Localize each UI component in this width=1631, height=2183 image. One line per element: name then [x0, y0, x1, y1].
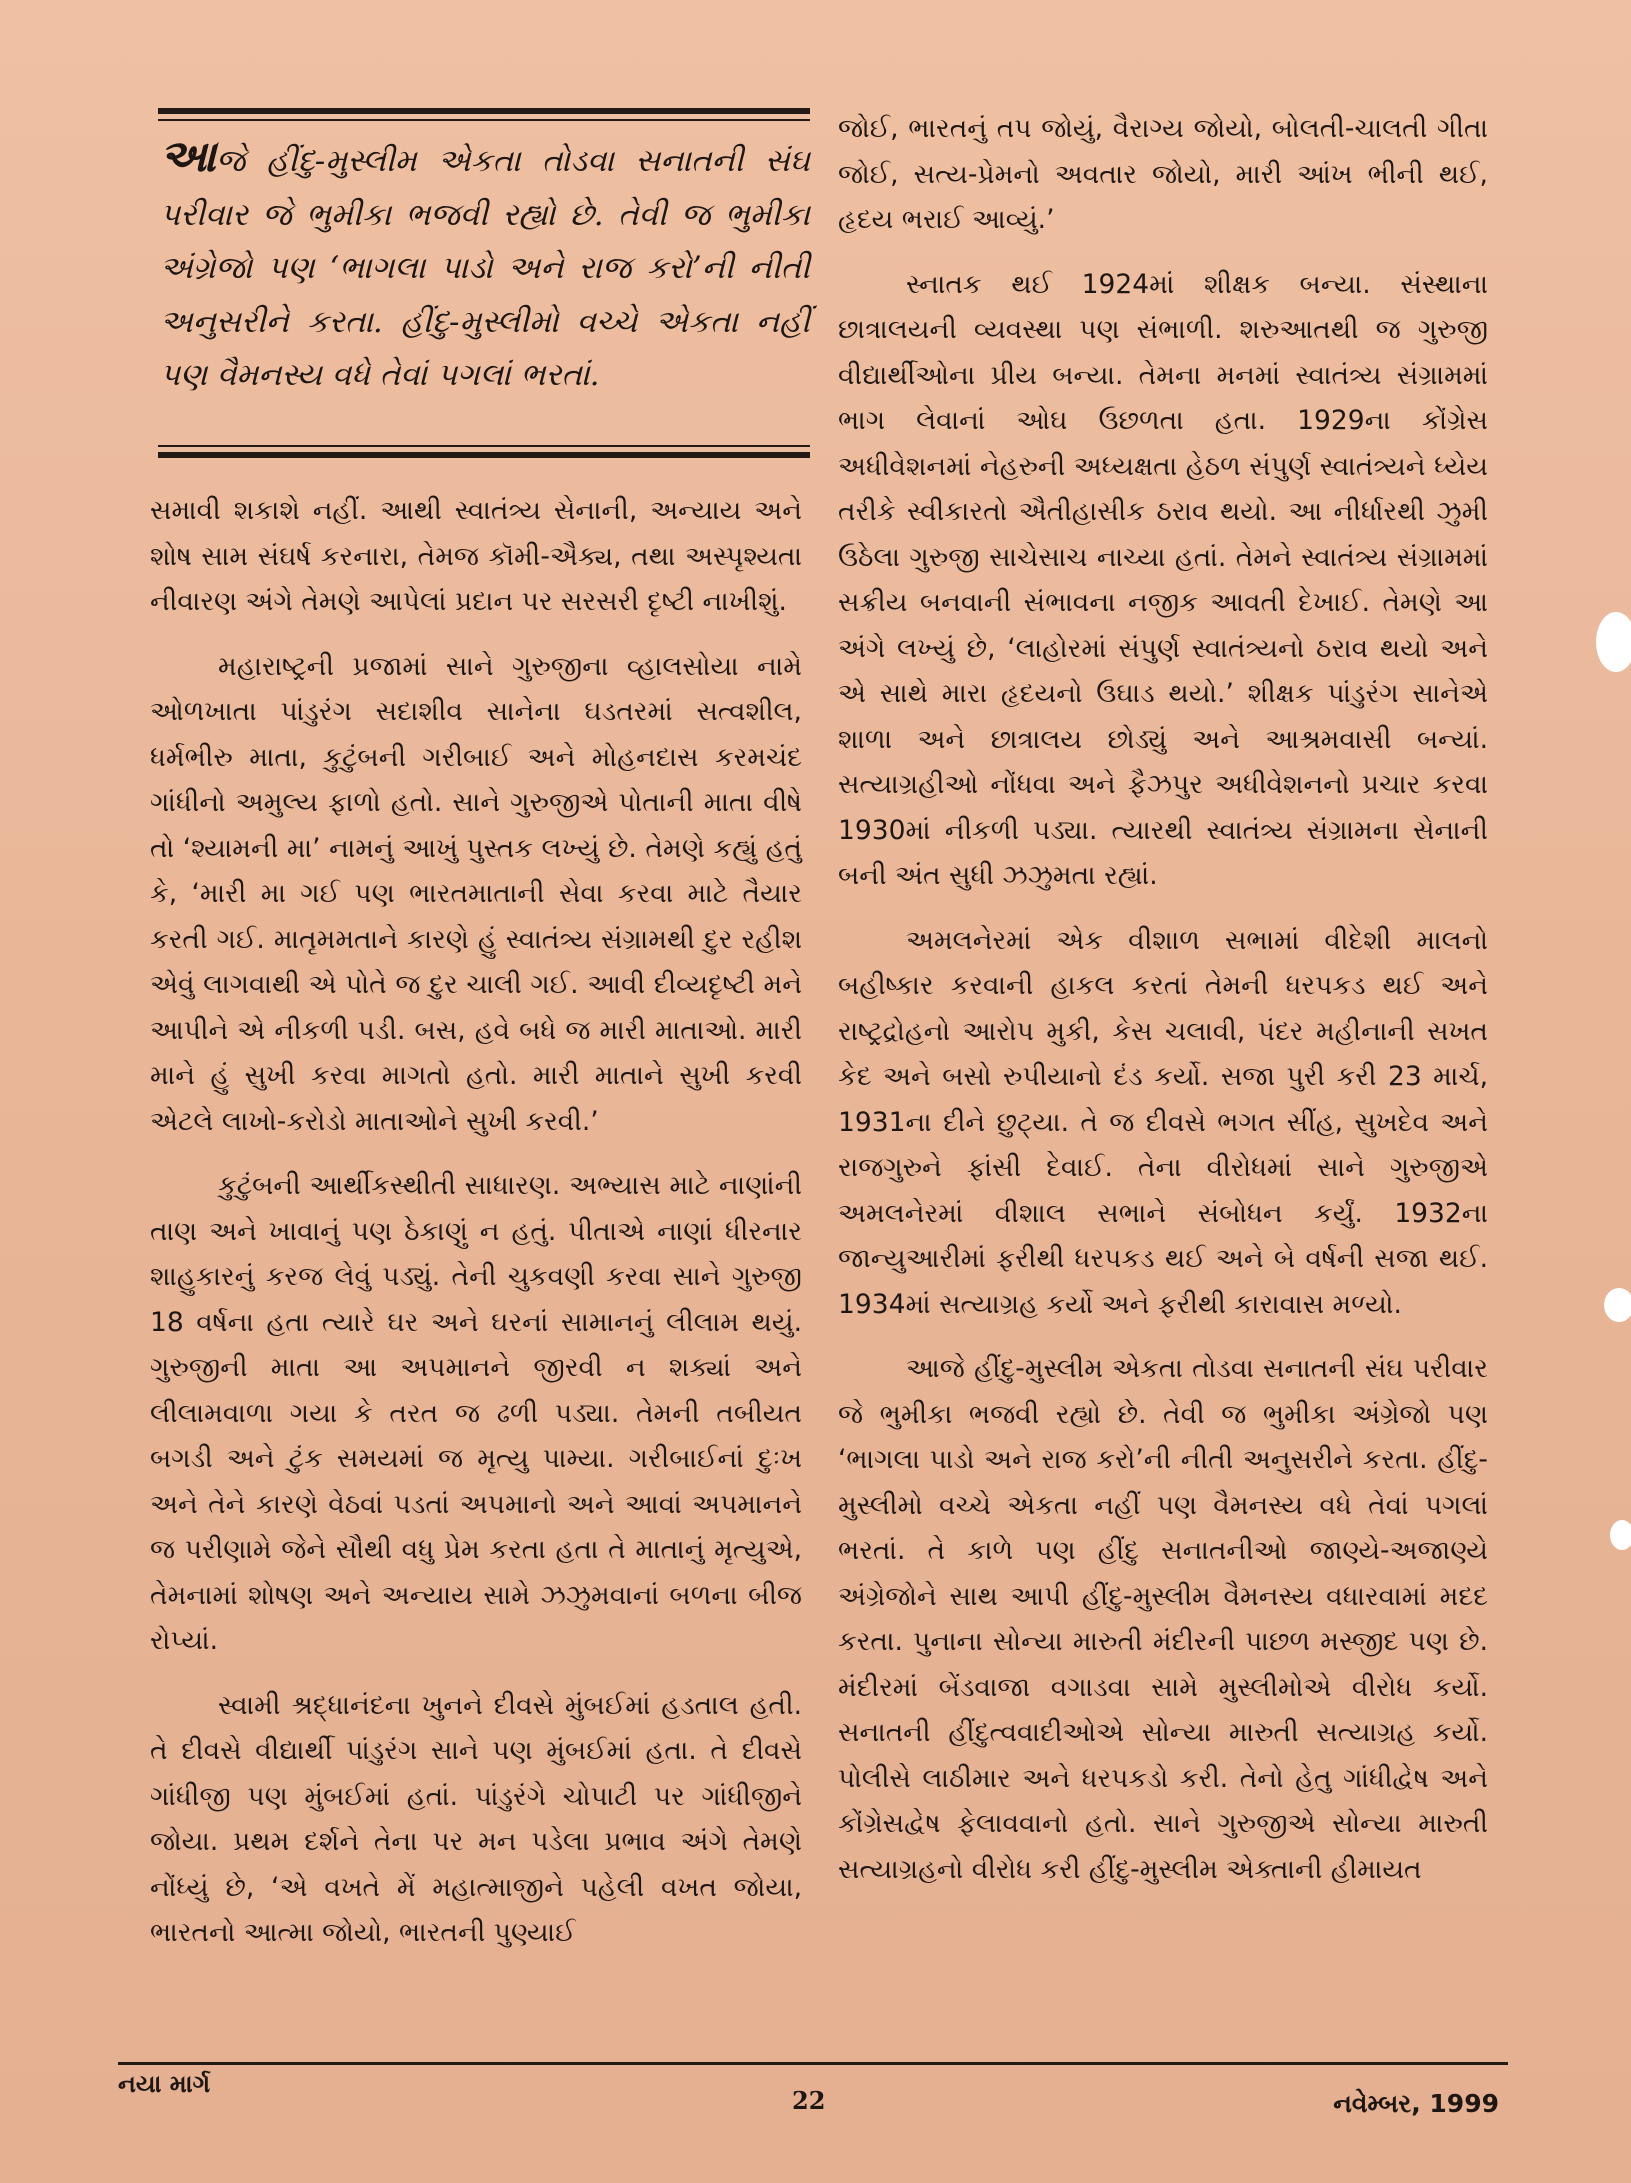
paragraph: મહારાષ્ટ્રની પ્રજામાં સાને ગુરુજીના વ્હાલસોયા નામે ઓળખાતા પાંડુરંગ સદાશીવ સાનેના ઘડતરમાં સત્વશીલ, ધર્મભીરુ માતા, કુટુંબની ગરીબાઈ અને મોહનદાસ કરમચંદ ગાંધીનો અમુલ્ય ફાળો હતો. સાને ગુરુજીએ પોતાની માતા વીષે તો ‘શ્યામની મા’ નામનું આખું પુસ્તક લખ્યું છે. તેમણે કહ્યું હતું કે, ‘મારી મા ગઈ પણ ભારતમાતાની સેવા કરવા માટે તૈયાર કરતી ગઈ. માતૃમમતાને કારણે હું સ્વાતંત્ર્ય સંગ્રામથી દુર રહીશ એવું લાગવાથી એ પોતે જ દુર ચાલી ગઈ. આવી દીવ્યદૃષ્ટી મને આપીને એ નીકળી પડી. બસ, હવે બધે જ મારી માતાઓ. મારી માને હું સુખી કરવા માગતો હતો. મારી માતાને સુખી કરવી એટલે લાખો-કરોડો માતાઓને સુખી કરવી.’ — [150, 650, 802, 1137]
paragraph: કુટુંબની આર્થીકસ્થીતી સાધારણ. અભ્યાસ માટે નાણાંની તાણ અને ખાવાનું પણ ઠેકાણું ન હતું. પીતાએ નાણાં ધીરનાર શાહુકારનું કરજ લેવું પડ્યું. તેની ચુકવણી કરવા સાને ગુરુજી 18 વર્ષના હતા ત્યારે ઘર અને ઘરનાં સામાનનું લીલામ થયું. ગુરુજીની માતા આ અપમાનને જીરવી ન શક્યાં અને લીલામવાળા ગયા કે તરત જ ઢળી પડ્યા. તેમની તબીયત બગડી અને ટુંક સમયમાં જ મૃત્યુ પામ્યા. ગરીબાઈનાં દુઃખ અને તેને કારણે વેઠવાં પડતાં અપમાનો અને આવાં અપમાનને જ પરીણામે જેને સૌથી વધુ પ્રેમ કરતા હતા તે માતાનું મૃત્યુએ, તેમનામાં શોષણ અને અન્યાય સામે ઝઝુમવાનાં બળના બીજ રોપ્યાં. — [150, 1170, 802, 1656]
pullquote-box — [158, 108, 810, 464]
page-tear-mark — [1604, 1288, 1631, 1322]
pullquote-top-rule — [158, 108, 810, 114]
issue-date: નવેમ્બર, 1999 — [1333, 2089, 1499, 2118]
paragraph: જોઈ, ભારતનું તપ જોયું, વૈરાગ્ય જોયો, બોલતી-ચાલતી ગીતા જોઈ, સત્ય-પ્રેમનો અવતાર જોયો, મારી આંખ ભીની થઈ, હૃદય ભરાઈ આવ્યું.’ — [838, 113, 1488, 235]
pullquote-bottom-rule-thin — [158, 445, 810, 447]
paragraph: સ્વામી શ્રદ્ધાનંદના ખુનને દીવસે મુંબઈમાં હડતાલ હતી. તે દીવસે વીદ્યાર્થી પાંડુરંગ સાને પણ મુંબઈમાં હતા. તે દીવસે ગાંધીજી પણ મુંબઈમાં હતાં. પાંડુરંગે ચોપાટી પર ગાંધીજીને જોયા. પ્રથમ દર્શને તેના પર મન પડેલા પ્રભાવ અંગે તેમણે નોંધ્યું છે, ‘એ વખતે મેં મહાત્માજીને પહેલી વખત જોયા, ભારતનો આત્મા જોયો, ભારતની પુણ્યાઈ — [150, 1689, 802, 1948]
pullquote-bottom-rule — [158, 452, 810, 458]
pullquote-top-rule-thin — [158, 119, 810, 121]
page-tear-mark — [1610, 1520, 1631, 1550]
page-tear-mark — [1596, 612, 1631, 672]
pullquote — [160, 130, 810, 403]
paragraph: આજે હીંદુ-મુસ્લીમ એકતા તોડવા સનાતની સંઘ પરીવાર જે ભુમીકા ભજવી રહ્યો છે. તેવી જ ભુમીકા અંગ્રેજો પણ ‘ભાગલા પાડો અને રાજ કરો’ની નીતી અનુસરીને કરતા. હીંદુ-મુસ્લીમો વચ્ચે એકતા નહીં પણ વૈમનસ્ય વધે તેવાં પગલાં ભરતાં. તે કાળે પણ હીંદુ સનાતનીઓ જાણ્યે-અજાણ્યે અંગ્રેજોને સાથ આપી હીંદુ-મુસ્લીમ વૈમનસ્ય વધારવામાં મદદ કરતા. પુનાના સોન્યા મારુતી મંદીરની પાછળ મસ્જીદ પણ છે. મંદીરમાં બેંડવાજા વગાડવા સામે મુસ્લીમોએ વીરોધ કર્યો. સનાતની હીંદુત્વવાદીઓએ સોન્યા મારુતી સત્યાગ્રહ કર્યો. પોલીસે લાઠીમાર અને ધરપકડો કરી. તેનો હેતુ ગાંધીદ્વેષ અને કોંગ્રેસદ્વેષ ફેલાવવાનો હતો. સાને ગુરુજીએ સોન્યા મારુતી સત્યાગ્રહનો વીરોધ કરી હીંદુ-મુસ્લીમ એક્તાની હીમાયત — [838, 1353, 1488, 1885]
right-column — [838, 106, 1488, 1911]
pullquote-dropcap: આ — [160, 131, 216, 182]
paragraph: અમલનેરમાં એક વીશાળ સભામાં વીદેશી માલનો બહીષ્કાર કરવાની હાકલ કરતાં તેમની ધરપકડ થઈ અને રાષ્ટ્રદ્રોહનો આરોપ મુકી, કેસ ચલાવી, પંદર મહીનાની સખત કેદ અને બસો રુપીયાનો દંડ કર્યો. સજા પુરી કરી 23 માર્ચ, 1931ના દીને છુટ્યા. તે જ દીવસે ભગત સીંહ, સુખદેવ અને રાજગુરુને ફાંસી દેવાઈ. તેના વીરોધમાં સાને ગુરુજીએ અમલનેરમાં વીશાલ સભાને સંબોધન કર્યું. 1932ના જાન્યુઆરીમાં ફરીથી ધરપકડ થઈ અને બે વર્ષની સજા થઈ. 1934માં સત્યાગ્રહ કર્યો અને ફરીથી કારાવાસ મળ્યો. — [838, 924, 1488, 1320]
paragraph: સ્નાતક થઈ 1924માં શીક્ષક બન્યા. સંસ્થાના છાત્રાલયની વ્યવસ્થા પણ સંભાળી. શરુઆતથી જ ગુરુજી વીદ્યાર્થીઓના પ્રીય બન્યા. તેમના મનમાં સ્વાતંત્ર્ય સંગ્રામમાં ભાગ લેવાનાં ઓઘ ઉછળતા હતા. 1929ના કોંગ્રેસ અધીવેશનમાં નેહરુની અધ્યક્ષતા હેઠળ સંપુર્ણ સ્વાતંત્ર્યને ધ્યેય તરીકે સ્વીકારતો ઐતીહાસીક ઠરાવ થયો. આ નીર્ધારથી ઝુમી ઉઠેલા ગુરુજી સાચેસાચ નાચ્યા હતાં. તેમને સ્વાતંત્ર્ય સંગ્રામમાં સક્રીય બનવાની સંભાવના નજીક આવતી દેખાઈ. તેમણે આ અંગે લખ્યું છે, ‘લાહોરમાં સંપુર્ણ સ્વાતંત્ર્યનો ઠરાવ થયો અને એ સાથે મારા હૃદયનો ઉઘાડ થયો.’ શીક્ષક પાંડુરંગ સાનેએ શાળા અને છાત્રાલય છોડ્યું અને આશ્રમવાસી બન્યાં. સત્યાગ્રહીઓ નોંધવા અને ફૈઝપુર અધીવેશનનો પ્રચાર કરવા 1930માં નીકળી પડ્યા. ત્યારથી સ્વાતંત્ર્ય સંગ્રામના સેનાની બની અંત સુધી ઝઝુમતા રહ્યાં. — [838, 268, 1488, 891]
pullquote-text: જે હીંદુ-મુસ્લીમ એકતા તોડવા સનાતની સંઘ પરીવાર જે ભુમીકા ભજવી રહ્યો છે. તેવી જ ભુમીકા અંગ્રેજો પણ ‘ભાગલા પાડો અને રાજ કરો’ની નીતી અનુસરીને કરતા. હીંદુ-મુસ્લીમો વચ્ચે એકતા નહીં પણ વૈમનસ્ય વધે તેવાં પગલાં ભરતાં. — [160, 143, 810, 393]
page-number: 22 — [792, 2086, 826, 2115]
left-column — [150, 488, 802, 1975]
publication-name: નયા માર્ગ — [118, 2070, 211, 2098]
paragraph: સમાવી શકાશે નહીં. આથી સ્વાતંત્ર્ય સેનાની, અન્યાય અને શોષ સામ સંઘર્ષ કરનારા, તેમજ કૉમી-ઐક્ય, તથા અસ્પૃશ્યતા નીવારણ અંગે તેમણે આપેલાં પ્રદાન પર સરસરી દૃષ્ટી નાખીશું. — [150, 495, 802, 617]
footer-rule — [118, 2062, 1508, 2065]
